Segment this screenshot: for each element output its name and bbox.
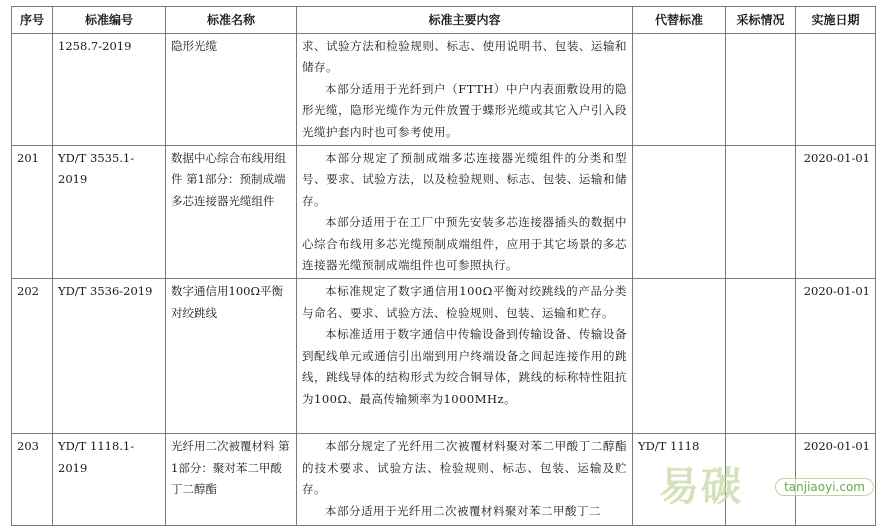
cell-date: 2020-01-01 [796, 279, 876, 434]
cell-serial: 202 [12, 279, 53, 434]
watermark [659, 459, 874, 515]
cell-serial: 203 [12, 434, 53, 526]
cell-code: YD/T 3535.1-2019 [53, 146, 166, 279]
cell-name: 隐形光缆 [166, 34, 297, 146]
table-row [12, 279, 876, 434]
cell-name: 光纤用二次被覆材料 第1部分：聚对苯二甲酸丁二醇酯 [166, 434, 297, 526]
header-row [12, 7, 876, 34]
cell-content [297, 34, 633, 146]
cell-serial [12, 34, 53, 146]
cell-name: 数字通信用100Ω平衡对绞跳线 [166, 279, 297, 434]
cell-adopt [726, 146, 796, 279]
header-replace: 代替标准 [633, 7, 726, 34]
header-adopt: 采标情况 [726, 7, 796, 34]
cell-content [297, 434, 633, 526]
content-paragraph: 本部分规定了预制成端多芯连接器光缆组件的分类和型号、要求、试验方法，以及检验规则、标志、包装、运输和储存。 [302, 151, 627, 208]
content-paragraph: 本部分规定了光纤用二次被覆材料聚对苯二甲酸丁二醇酯的技术要求、试验方法、检验规则、标志、包装、运输及贮存。 [302, 439, 627, 497]
cell-date: 2020-01-01 [796, 434, 876, 526]
cell-replace: YD/T 1118 [633, 434, 726, 526]
header-serial: 序号 [12, 7, 53, 34]
header-content: 标准主要内容 [297, 7, 633, 34]
cell-name: 数据中心综合布线用组件 第1部分：预制成端多芯连接器光缆组件 [166, 146, 297, 279]
cell-adopt [726, 34, 796, 146]
content-paragraph: 本部分适用于光纤用二次被覆材料聚对苯二甲酸丁二 [325, 503, 601, 518]
cell-code: YD/T 1118.1-2019 [53, 434, 166, 526]
watermark-logo: 易碳 [659, 464, 743, 510]
cell-serial: 201 [12, 146, 53, 279]
cell-date: 2020-01-01 [796, 146, 876, 279]
table-row [12, 146, 876, 279]
content-paragraph: 本标准规定了数字通信用100Ω平衡对绞跳线的产品分类与命名、要求、试验方法、检验规则、包装、运输和贮存。 [302, 284, 627, 320]
table-header [12, 7, 876, 34]
table-body [12, 34, 876, 526]
header-name: 标准名称 [166, 7, 297, 34]
header-date: 实施日期 [796, 7, 876, 34]
cell-date [796, 34, 876, 146]
content-paragraph: 求、试验方法和检验规则、标志、使用说明书、包装、运输和储存。 [302, 39, 627, 75]
cell-code: YD/T 3536-2019 [53, 279, 166, 434]
cell-replace [633, 146, 726, 279]
standards-table [11, 6, 876, 526]
header-code: 标准编号 [53, 7, 166, 34]
content-paragraph: 本标准适用于数字通信中传输设备到传输设备、传输设备到配线单元或通信引出端到用户终端设备之间起连接作用的跳线，跳线导体的结构形式为绞合铜导体，跳线的标称特性阻抗为100Ω、最高传输频率为1000MHz。 [302, 327, 627, 406]
cell-content [297, 146, 633, 279]
content-paragraph: 本部分适用于在工厂中预先安装多芯连接器插头的数据中心综合布线用多芯光缆预制成端组件，应用于其它场景的多芯连接器光缆预制成端组件也可参照执行。 [302, 215, 627, 273]
cell-replace [633, 34, 726, 146]
cell-replace [633, 279, 726, 434]
cell-code: 1258.7-2019 [53, 34, 166, 146]
table-row [12, 34, 876, 146]
cell-content [297, 279, 633, 434]
watermark-site: tanjiaoyi.com [775, 478, 874, 496]
cell-adopt [726, 279, 796, 434]
content-paragraph: 本部分适用于光纤到户（FTTH）中户内表面敷设用的隐形光缆，隐形光缆作为元件放置于蝶形光缆或其它入户引入段光缆护套内时也可参考使用。 [302, 81, 627, 139]
